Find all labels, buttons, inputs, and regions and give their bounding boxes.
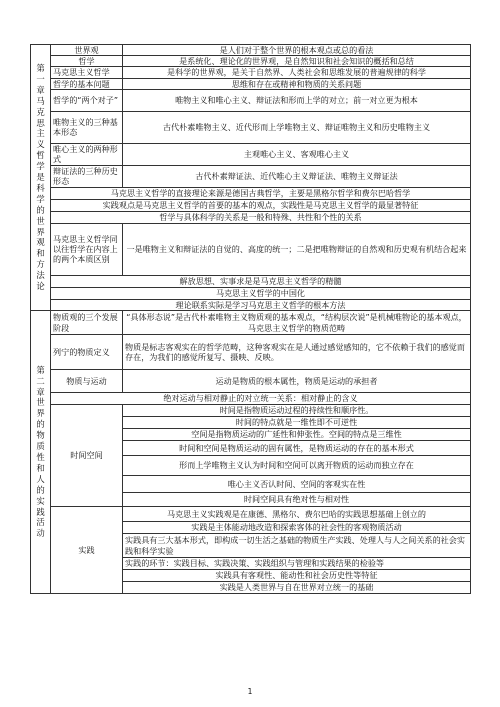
table-row bbox=[31, 335, 471, 370]
statement-text: 绝对运动与相对静止的对立统一关系：相对静止的含义 bbox=[51, 393, 471, 405]
statement-text: 理论联系实际是学习马克思主义哲学的根本方法 bbox=[51, 299, 471, 310]
statement-text: 解放思想、实事求是是马克思主义哲学的精髓 bbox=[51, 275, 471, 287]
chapter-1-label: 第 一 章 马 克 思 主 义 哲 学 是 科 学 的 世 界 观 和 方 法 论 bbox=[31, 45, 51, 311]
table-row bbox=[31, 299, 471, 310]
statement-text: 马克思主义哲学的直接理论来源是德国古典哲学，主要是黑格尔哲学和费尔巴哈哲学 bbox=[51, 187, 471, 199]
term-description: 运动是物质的根本属性，物质是运动的承担者 bbox=[123, 370, 471, 393]
statement-text: 实践观点是马克思主义哲学的首要的基本的观点，实践性是马克思主义哲学的最显著特征 bbox=[51, 199, 471, 211]
term-label: 物质与运动 bbox=[51, 370, 123, 393]
term-description: 实践是主体能动地改造和探索客体的社会性的客观物质活动 bbox=[123, 522, 471, 534]
table-row bbox=[31, 78, 471, 89]
statement-text: 马克思主义哲学的中国化 bbox=[51, 287, 471, 299]
table-row bbox=[31, 45, 471, 56]
term-label: 哲学的“两个对子” bbox=[51, 89, 123, 111]
term-description: 是系统化、理论化的世界观，是自然知识和社会知识的概括和总结 bbox=[123, 56, 471, 67]
table-row bbox=[31, 405, 471, 417]
term-description: 主观唯心主义、客观唯心主义 bbox=[123, 143, 471, 165]
term-description: 是人们对于整个世界的根本观点或总的看法 bbox=[123, 45, 471, 56]
table-row bbox=[31, 56, 471, 67]
table-row bbox=[31, 89, 471, 111]
term-description: 时间空间具有绝对性与相对性 bbox=[123, 493, 471, 507]
chapter-2-label: 第 二 章 世 界 的 物 质 性 和 人 的 实 践 活 动 bbox=[31, 311, 51, 594]
page-number: 1 bbox=[247, 687, 253, 696]
term-label: 哲学的基本问题 bbox=[51, 78, 123, 89]
term-label: 马克思主义哲学 bbox=[51, 67, 123, 78]
summary-table bbox=[30, 44, 471, 594]
table-row bbox=[31, 211, 471, 223]
term-label: 列宁的物质定义 bbox=[51, 335, 123, 370]
table-row bbox=[31, 165, 471, 187]
statement-text: 哲学与具体科学的关系是一般和特殊、共性和个性的关系 bbox=[51, 211, 471, 223]
table-row bbox=[31, 275, 471, 287]
table-row bbox=[31, 223, 471, 275]
term-description: 实践是人类世界与自在世界对立统一的基础 bbox=[123, 582, 471, 594]
table-row bbox=[31, 199, 471, 211]
term-description: 是科学的世界观，是关于自然界、人类社会和思维发展的普遍规律的科学 bbox=[123, 67, 471, 78]
term-label: 辩证法的三种历史形态 bbox=[51, 165, 123, 187]
term-label: 时间空间 bbox=[51, 405, 123, 507]
term-description: 形而上学唯物主义认为时间和空间可以离开物质的运动而独立存在 bbox=[123, 456, 471, 476]
table-row bbox=[31, 67, 471, 78]
term-description: 古代朴素唯物主义、近代形而上学唯物主义、辩证唯物主义和历史唯物主义 bbox=[123, 111, 471, 143]
table-row bbox=[31, 111, 471, 143]
term-label: 实践 bbox=[51, 507, 123, 594]
term-description: 唯心主义否认时间、空间的客观实在性 bbox=[123, 476, 471, 493]
term-label: 唯物主义的三种基本形态 bbox=[51, 111, 123, 143]
term-label: 唯心主义的两种形式 bbox=[51, 143, 123, 165]
term-description: 唯物主义和唯心主义、辩证法和形而上学的对立；前一对立更为根本 bbox=[123, 89, 471, 111]
term-label: 物质观的三个发展阶段 bbox=[51, 311, 123, 335]
table-row bbox=[31, 370, 471, 393]
term-label: 哲学 bbox=[51, 56, 123, 67]
table-row bbox=[31, 187, 471, 199]
table-row bbox=[31, 311, 471, 335]
term-label: 马克思主义哲学同以往哲学在内容上的两个本质区别 bbox=[51, 223, 123, 275]
term-description: 思维和存在或精神和物质的关系问题 bbox=[123, 78, 471, 89]
term-description: 实践具有三大基本形式，即构成一切生活之基础的物质生产实践、处理人与人之间关系的社会实践和科学实验 bbox=[123, 534, 471, 558]
term-description: 马克思主义实践观是在康德、黑格尔、费尔巴哈的实践思想基础上创立的 bbox=[123, 507, 471, 522]
term-description: 时间和空间是物质运动的固有属性，是物质运动的存在的基本形式 bbox=[123, 441, 471, 456]
term-label: 世界观 bbox=[51, 45, 123, 56]
term-description: 实践具有客观性、能动性和社会历史性等特征 bbox=[123, 570, 471, 582]
table-row bbox=[31, 287, 471, 299]
term-description: “具体形态说”是古代朴素唯物主义物质观的基本观点，“结构层次说”是机械唯物论的基本观点，马克思主义哲学的物质范畴 bbox=[123, 311, 471, 335]
term-description: 空间是指物质运动的广延性和伸张性。空间的特点是三维性 bbox=[123, 429, 471, 441]
summary-sheet bbox=[30, 44, 470, 594]
table-row bbox=[31, 507, 471, 522]
term-description: 时间是指物质运动过程的持续性和顺序性。 bbox=[123, 405, 471, 417]
table-row bbox=[31, 143, 471, 165]
term-description: 一是唯物主义和辩证法的自觉的、高度的统一；二是把唯物辩证的自然观和历史观有机结合起来 bbox=[123, 223, 471, 275]
term-description: 实践的环节：实践目标、实践决策、实践组织与管理和实践结果的检验等 bbox=[123, 558, 471, 570]
term-description: 物质是标志客观实在的哲学范畴，这种客观实在是人通过感觉感知的，它不依赖于我们的感觉而存在，为我们的感觉所复写、摄映、反映。 bbox=[123, 335, 471, 370]
term-description: 古代朴素辩证法、近代唯心主义辩证法、唯物主义辩证法 bbox=[123, 165, 471, 187]
table-row bbox=[31, 393, 471, 405]
term-description: 时间的特点就是一维性即不可逆性 bbox=[123, 417, 471, 429]
